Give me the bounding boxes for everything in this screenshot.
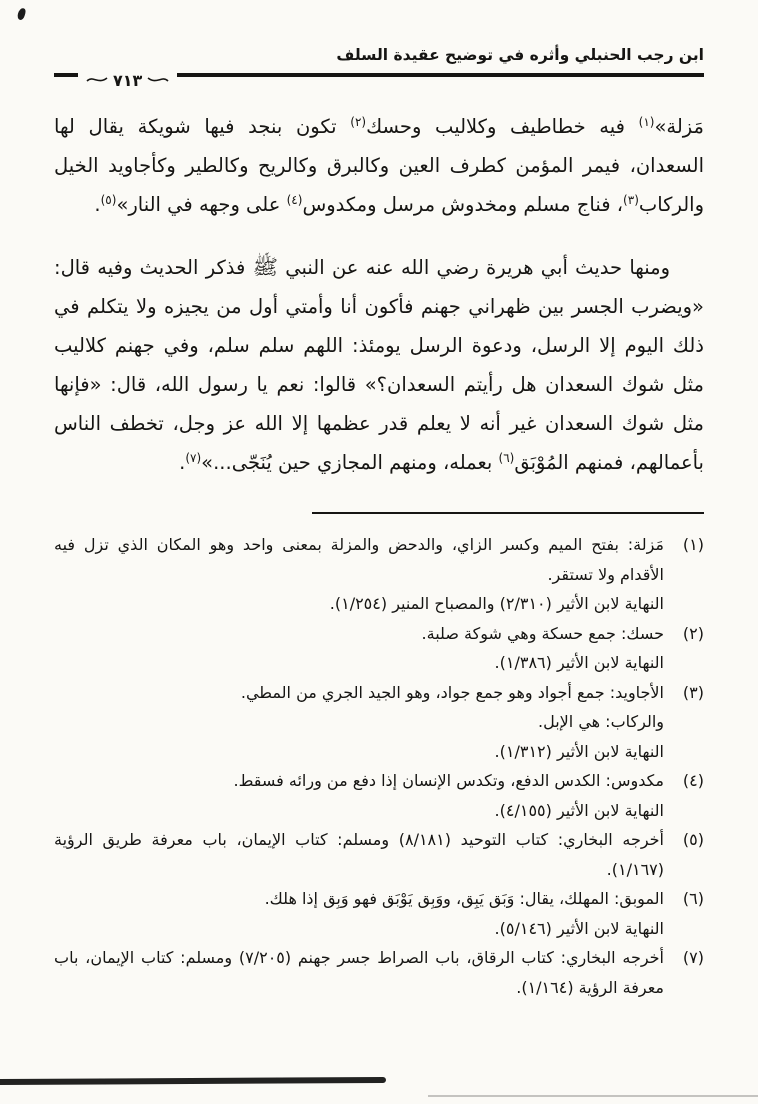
scan-artifact-bottom-left xyxy=(0,1077,386,1085)
footnote-text: حسك: جمع حسكة وهي شوكة صلبة. xyxy=(421,623,664,643)
footnote xyxy=(54,825,704,884)
text-run: . xyxy=(94,193,101,216)
footnote-marker: (٥) xyxy=(682,830,705,849)
footnote-reference: (٧) xyxy=(185,451,202,465)
footnote xyxy=(54,530,704,619)
footnote-line: النهاية لابن الأثير (٢/٣١٠) والمصباح المنير (١/٢٥٤). xyxy=(329,594,664,613)
footnote-marker: (٤) xyxy=(682,771,704,790)
footnote-line: والركاب: هي الإبل. xyxy=(538,712,664,731)
footnote-line: النهاية لابن الأثير (١/٣١٢). xyxy=(494,741,664,761)
footnote xyxy=(54,678,704,767)
page-number-badge xyxy=(78,66,177,94)
book-title: ابن رجب الحنبلي وأثره في توضيح عقيدة السلف xyxy=(336,46,704,64)
page-number: ٧١٣ xyxy=(113,70,143,90)
footnote-reference: (١) xyxy=(638,115,655,129)
footnote-first-line xyxy=(54,766,704,796)
footnote-reference: (٤) xyxy=(286,193,303,207)
footnote-reference: (٢) xyxy=(350,115,367,129)
scan-artifact-bottom-right xyxy=(428,1095,758,1097)
footnote-line: النهاية لابن الأثير (٥/١٤٦). xyxy=(494,918,664,938)
footnote-marker: (٣) xyxy=(682,682,704,702)
footnote-reference: (٥) xyxy=(100,193,117,207)
footnote-first-line xyxy=(54,825,704,884)
footnote-text: أخرجه البخاري: كتاب الرقاق، باب الصراط جسر جهنم (٧/٢٠٥) ومسلم: كتاب الإيمان، باب معرفة الرؤية (١/١٦٤). xyxy=(54,948,665,997)
footnote-text: أخرجه البخاري: كتاب التوحيد (٨/١٨١) ومسلم: كتاب الإيمان، باب معرفة طريق الرؤية (١/١٦٧). xyxy=(54,830,665,879)
text-run: . xyxy=(179,451,186,474)
footnote-text: الموبق: المهلك، يقال: وَبَق يَبِق، ووَبِق يَوْبَق فهو وَبِق إذا هلك. xyxy=(264,889,664,908)
footnote-line: النهاية لابن الأثير (٤/١٥٥). xyxy=(494,800,664,820)
page-body xyxy=(0,77,758,482)
footnote-text: مكدوس: الكدس الدفع، وتكدس الإنسان إذا دفع من ورائه فسقط. xyxy=(233,771,664,790)
footnotes-section xyxy=(0,514,758,1002)
footnote xyxy=(54,943,704,1002)
text-run: على وجهه في النار» xyxy=(116,193,287,216)
text-run: فيه خطاطيف وكلاليب وحسك xyxy=(366,115,639,138)
page-number-ornament-left xyxy=(147,74,169,86)
footnote-first-line xyxy=(54,619,704,649)
body-paragraph xyxy=(54,248,704,482)
footnote xyxy=(54,619,704,678)
pbuh-symbol: ﷺ xyxy=(252,255,278,279)
footnote-text: الأجاويد: جمع أجواد وهو جمع جواد، وهو الجيد الجري من المطي. xyxy=(240,682,664,702)
footnote-first-line xyxy=(54,943,704,1002)
footnote xyxy=(54,766,704,825)
header-rule xyxy=(54,70,704,90)
footnote-first-line xyxy=(54,884,704,914)
text-run: ، فناج مسلم ومخدوش مرسل ومكدوس xyxy=(302,193,624,216)
footnote-first-line xyxy=(54,530,704,589)
text-run: مَزلة» xyxy=(654,115,704,138)
footnote-marker: (٢) xyxy=(682,623,704,643)
footnote-first-line xyxy=(54,678,704,708)
footnote-reference: (٣) xyxy=(623,193,639,207)
footnote-marker: (٧) xyxy=(682,948,705,967)
page-number-ornament-right xyxy=(86,74,108,86)
footnote-line: النهاية لابن الأثير (١/٣٨٦). xyxy=(494,653,664,672)
text-run: ومنها حديث أبي هريرة رضي الله عنه عن النبي xyxy=(277,256,671,279)
footnote xyxy=(54,884,704,943)
text-run: تكون بنجد فيها شويكة يقال لها السعدان، فيمر المؤمن كطرف العين وكالبرق وكالريح وكالطير وكأجاويد الخيل والركاب xyxy=(54,115,704,216)
body-paragraph xyxy=(54,107,704,224)
footnote-reference: (٦) xyxy=(498,451,515,465)
footnote-marker: (١) xyxy=(682,535,704,554)
text-run: بعمله، ومنهم المجازي حين يُنَجّى...» xyxy=(201,451,499,474)
page-header xyxy=(0,0,758,90)
footnote-text: مَزلة: بفتح الميم وكسر الزاي، والدحض والمزلة بمعنى واحد وهو المكان الذي تزل فيه الأقدام ولا تستقر. xyxy=(54,535,664,584)
footnote-marker: (٦) xyxy=(682,889,704,908)
text-run: فذكر الحديث وفيه قال: «ويضرب الجسر بين ظهراني جهنم فأكون أنا وأمتي أول من يجيزه ولا يتكلم في ذلك اليوم إلا الرسل، ودعوة الرسل يومئذ: اللهم سلم سلم، وفي جهنم كلاليب مثل شوك السعدان هل رأيتم السعدان؟» قالوا: نعم يا رسول الله، قال: «فإنها مثل شوك السعدان غير أنه لا يعلم قدر عظمها إلا الله عز وجل، تخطف الناس بأعمالهم، فمنهم المُوْبَق xyxy=(54,256,704,474)
body-text xyxy=(54,107,704,482)
